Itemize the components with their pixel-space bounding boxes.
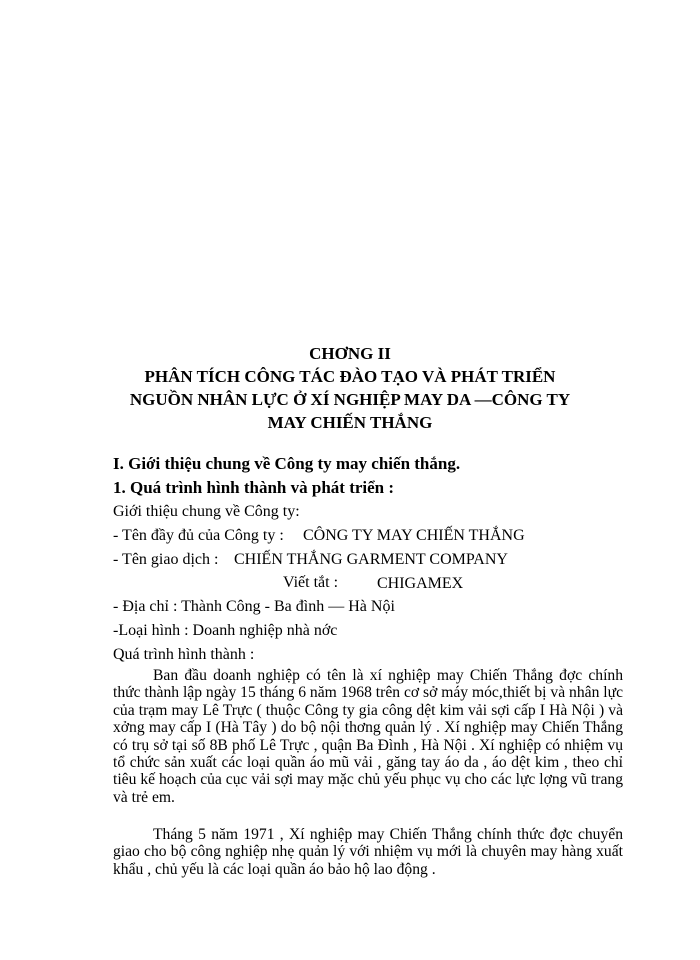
chapter-number: CHƠNG II <box>309 344 391 363</box>
chapter-heading <box>0 342 700 434</box>
history-paragraph-2: Tháng 5 năm 1971 , Xí nghiệp may Chiến Thắng chính thức đợc chuyển giao cho bộ công nghiệp nhẹ quản lý với nhiệm vụ mới là chuyên may hàng xuất khẩu , chủ yếu là các loại quần áo bảo hộ lao động . <box>113 826 623 878</box>
process-lead: Quá trình hình thành : <box>113 646 255 663</box>
trade-name-label: - Tên giao dịch : <box>113 551 219 568</box>
subsection-heading: 1. Quá trình hình thành và phát triển : <box>113 478 395 497</box>
fullname-label: - Tên đầy đủ của Công ty : <box>113 527 284 544</box>
history-paragraph-1: Ban đầu doanh nghiệp có tên là xí nghiệp may Chiến Thắng đợc chính thức thành lập ngày 15 tháng 6 năm 1968 trên cơ sở máy móc,thiết bị và nhân lực của trạm may Lê Trực ( thuộc Công ty gia công dệt kim vải sợi cấp I Hà Nội ) và xởng may cấp I (Hà Tây ) do bộ nội thơng quản lý . Xí nghiệp may Chiến Thắng có trụ sở tại số 8B phố Lê Trực , quận Ba Đình , Hà Nội . Xí nghiệp có nhiệm vụ tổ chức sản xuất các loại quần áo mũ vải , găng tay áo da , áo dệt kim , theo chỉ tiêu kế hoạch của cục vải sợi may mặc chủ yếu phục vụ cho các lực lợng vũ trang và trẻ em. <box>113 667 623 806</box>
intro-lead: Giới thiệu chung về Công ty: <box>113 503 300 520</box>
address-line: - Địa chỉ : Thành Công - Ba đình — Hà Nội <box>113 598 395 615</box>
chapter-title-line-2: NGUỒN NHÂN LỰC Ở XÍ NGHIỆP MAY DA —CÔNG TY <box>129 390 571 409</box>
trade-name-value: CHIẾN THẮNG GARMENT COMPANY <box>234 551 508 568</box>
company-type-line: -Loại hình : Doanh nghiệp nhà nớc <box>113 622 338 639</box>
abbreviation-label: Viết tắt : <box>283 574 339 591</box>
fullname-value: CÔNG TY MAY CHIẾN THẮNG <box>303 527 525 544</box>
chapter-title-line-3: MAY CHIẾN THẮNG <box>267 413 433 432</box>
abbreviation-value: CHIGAMEX <box>377 575 464 592</box>
chapter-title-line-1: PHÂN TÍCH CÔNG TÁC ĐÀO TẠO VÀ PHÁT TRIỂN <box>144 367 556 386</box>
section-heading: I. Giới thiệu chung về Công ty may chiến thắng. <box>113 454 461 473</box>
